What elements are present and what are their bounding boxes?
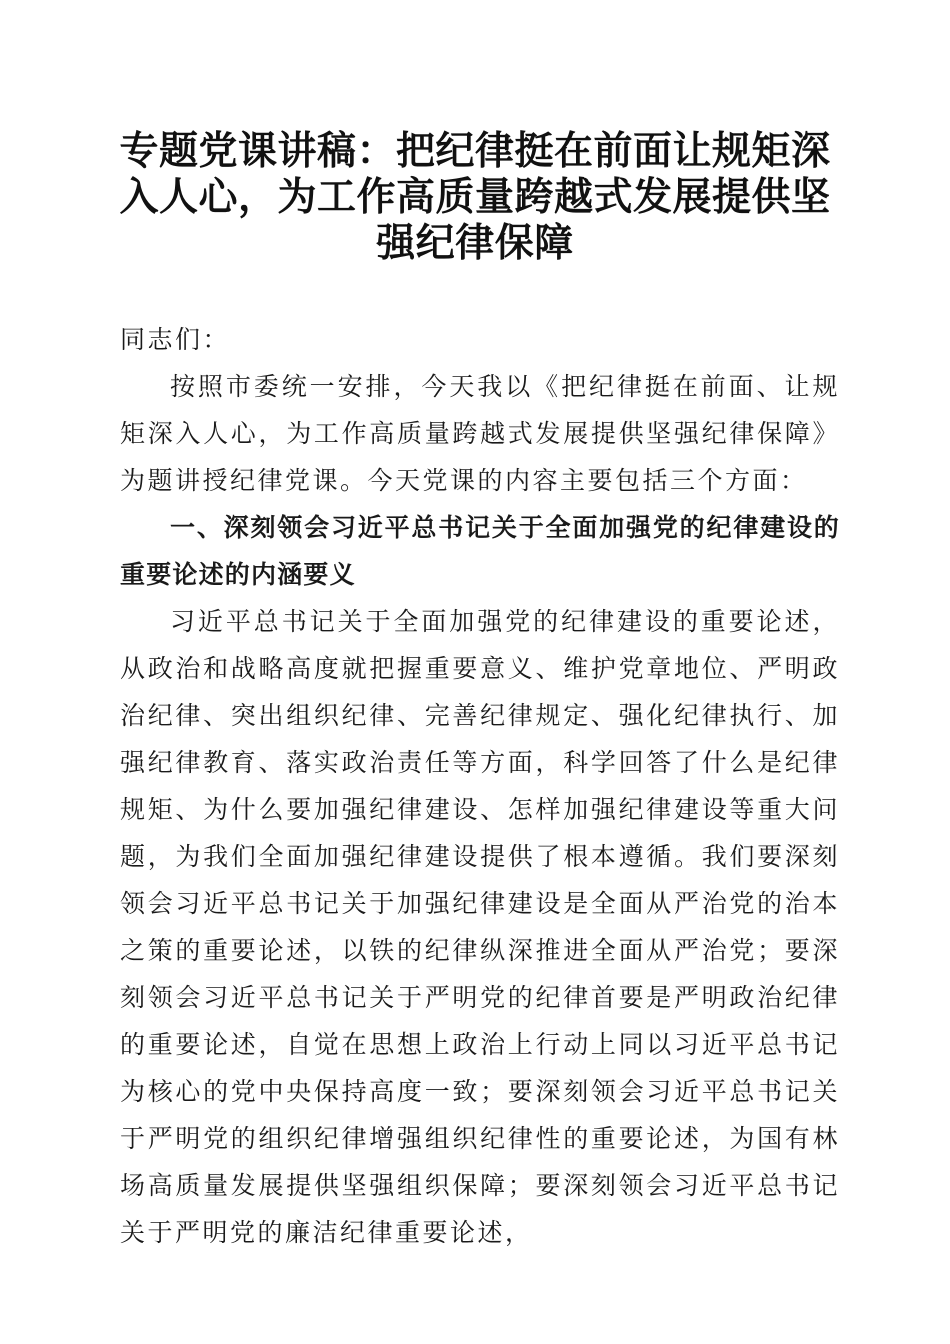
section-1-heading: 一、深刻领会习近平总书记关于全面加强党的纪律建设的重要论述的内涵要义: [120, 513, 840, 589]
intro-paragraph: 按照市委统一安排，今天我以《把纪律挺在前面、让规矩深入人心，为工作高质量跨越式发展提供坚强纪律保障》为题讲授纪律党课。今天党课的内容主要包括三个方面：: [120, 372, 840, 495]
document-title: 专题党课讲稿：把纪律挺在前面让规矩深入人心，为工作高质量跨越式发展提供坚强纪律保障: [119, 128, 831, 266]
salutation: 同志们：: [120, 325, 231, 354]
section-1-paragraph: 习近平总书记关于全面加强党的纪律建设的重要论述，从政治和战略高度就把握重要意义、维护党章地位、严明政治纪律、突出组织纪律、完善纪律规定、强化纪律执行、加强纪律教育、落实政治责任等方面，科学回答了什么是纪律规矩、为什么要加强纪律建设、怎样加强纪律建设等重大问题，为我们全面加强纪律建设提供了根本遵循。我们要深刻领会习近平总书记关于加强纪律建设是全面从严治党的治本之策的重要论述，以铁的纪律纵深推进全面从严治党；要深刻领会习近平总书记关于严明党的纪律首要是严明政治纪律的重要论述，自觉在思想上政治上行动上同以习近平总书记为核心的党中央保持高度一致；要深刻领会习近平总书记关于严明党的组织纪律增强组织纪律性的重要论述，为国有林场高质量发展提供坚强组织保障；要深刻领会习近平总书记关于严明党的廉洁纪律重要论述，: [120, 607, 840, 1247]
document-body: [120, 316, 840, 1256]
